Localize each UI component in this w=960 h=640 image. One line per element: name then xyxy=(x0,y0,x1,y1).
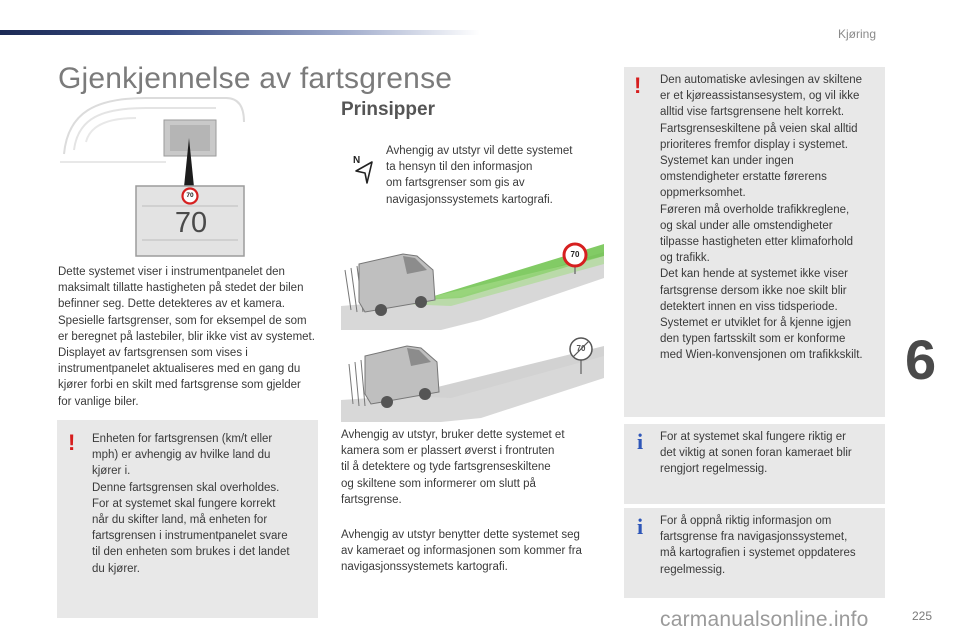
warning-auto-line: er et kjøreassistansesystem, og vil ikke xyxy=(660,90,860,103)
info-navigation-line: fartsgrense fra navigasjonssystemet, xyxy=(660,531,848,544)
info-navigation-text xyxy=(660,513,882,578)
info-navigation-line: regelmessig. xyxy=(660,563,726,576)
warning-auto-line: med Wien-konvensjonen om trafikkskilt. xyxy=(660,349,863,362)
page-title: Gjenkjennelse av fartsgrense xyxy=(58,62,453,95)
nav-note-line: navigasjonssystemets kartografi. xyxy=(386,193,553,206)
info-windscreen-line: rengjort regelmessig. xyxy=(660,463,768,476)
info-icon: i xyxy=(637,514,644,539)
warning-units-text xyxy=(92,431,314,577)
info-navigation-line: For å oppnå riktig informasjon om xyxy=(660,515,832,527)
intro-line: maksimalt tillatte hastigheten på stedet der bilen xyxy=(58,282,304,295)
warning-units-line: Enheten for fartsgrensen (km/t eller xyxy=(92,433,273,445)
nav-note-line: ta hensyn til den informasjon xyxy=(386,161,533,174)
warning-auto-line: omstendigheter erstatte førerens xyxy=(660,171,827,184)
warning-auto-line: Fartsgrenseskiltene på veien skal alltid xyxy=(660,122,858,135)
paragraph-line: Avhengig av utstyr, bruker dette systemet et xyxy=(341,429,565,441)
van-sign-illustration-bottom xyxy=(341,334,604,422)
warning-auto-line: Systemet er utviklet for å kjenne igjen xyxy=(660,317,852,330)
warning-units-line: kjører i. xyxy=(92,465,131,478)
warning-auto-line: Det kan hende at systemet ikke viser xyxy=(660,268,848,281)
warning-units-line: fartsgrensen i instrumentpanelet svare xyxy=(92,530,288,543)
principles-paragraph-2 xyxy=(341,527,603,576)
warning-auto-line: prioriteres fremfor display i systemet. xyxy=(660,138,848,151)
warning-auto-line: og skal under alle omstendigheter xyxy=(660,219,833,232)
warning-auto-line: tilpasse hastigheten etter klimaforhold xyxy=(660,236,854,249)
info-windscreen-line: For at systemet skal fungere riktig er xyxy=(660,431,846,443)
intro-line: befinner seg. Dette detekteres av et kamera. xyxy=(58,298,285,311)
sign-top-value: 70 xyxy=(570,250,580,259)
van-sign-illustration-top xyxy=(341,240,604,330)
intro-line: kjører forbi en skilt med fartsgrense som gjelder xyxy=(58,379,301,392)
paragraph-line: og skiltene som informerer om slutt på xyxy=(341,477,536,490)
warning-icon: ! xyxy=(634,73,642,98)
warning-units-line: For at systemet skal fungere korrekt xyxy=(92,497,276,510)
principles-heading: Prinsipper xyxy=(341,99,435,120)
intro-line: Dette systemet viser i instrumentpanelet den xyxy=(58,266,285,278)
paragraph-line: Avhengig av utstyr benytter dette systemet seg xyxy=(341,529,580,541)
warning-auto-line: detektert innen en viss tidsperiode. xyxy=(660,300,838,313)
paragraph-line: til å detektere og tyde fartsgrenseskiltene xyxy=(341,461,551,474)
warning-auto-line: fartsgrense dersom ikke noe skilt blir xyxy=(660,284,847,297)
warning-units-line: mph) er avhengig av hvilke land du xyxy=(92,449,271,462)
paragraph-line: navigasjonssystemets kartografi. xyxy=(341,561,508,574)
chapter-number: 6 xyxy=(905,328,937,391)
warning-auto-line: alltid vise fartsgrensene helt korrekt. xyxy=(660,106,845,119)
nav-note-line: Avhengig av utstyr vil dette systemet xyxy=(386,145,573,157)
paragraph-line: kamera som er plassert øverst i frontruten xyxy=(341,445,555,458)
warning-auto-text xyxy=(660,72,882,364)
dashboard-display-value: 70 xyxy=(174,207,208,239)
page-number: 225 xyxy=(912,609,933,623)
section-title: Kjøring xyxy=(838,27,877,41)
principles-paragraph-1 xyxy=(341,427,603,508)
info-windscreen-line: det viktig at sonen foran kameraet blir xyxy=(660,447,852,460)
warning-auto-line: og trafikk. xyxy=(660,252,710,265)
info-navigation-line: må kartografien i systemet oppdateres xyxy=(660,547,856,560)
nav-note-line: om fartsgrenser som gis av xyxy=(386,177,525,190)
paragraph-line: av kameraet og informasjonen som kommer fra xyxy=(341,545,582,558)
intro-line: Spesielle fartsgrenser, som for eksempel de som xyxy=(58,314,307,327)
header-bar xyxy=(0,30,480,35)
warning-auto-line: den typen fartsskilt som er konforme xyxy=(660,333,846,346)
paragraph-line: fartsgrense. xyxy=(341,493,402,506)
warning-auto-line: oppmerksomhet. xyxy=(660,187,746,200)
watermark: carmanualsonline.info xyxy=(660,608,869,631)
warning-units-line: du kjører. xyxy=(92,562,140,575)
warning-auto-line: Den automatiske avlesingen av skiltene xyxy=(660,74,863,86)
svg-text:N: N xyxy=(353,155,361,166)
info-icon: i xyxy=(637,429,644,454)
warning-auto-line: Føreren må overholde trafikkreglene, xyxy=(660,203,850,216)
intro-line: instrumentpanelet aktualiseres med en gang du xyxy=(58,363,301,376)
sign-bottom-value: 70 xyxy=(576,344,586,353)
warning-units-line: Denne fartsgrensen skal overholdes. xyxy=(92,481,280,494)
warning-units-line: til den enheten som brukes i det landet xyxy=(92,546,290,559)
dashboard-illustration xyxy=(56,92,248,260)
info-windscreen-text xyxy=(660,429,882,478)
navigation-arrow-icon xyxy=(352,152,378,186)
intro-text xyxy=(58,264,320,410)
nav-note xyxy=(386,143,606,208)
warning-icon: ! xyxy=(68,430,76,455)
intro-line: er beregnet på lastebiler, blir ikke vist av systemet. xyxy=(58,330,315,343)
warning-units-line: når du skifter land, må enheten for xyxy=(92,514,268,527)
warning-auto-line: Systemet kan under ingen xyxy=(660,155,794,168)
dashboard-sign-value: 70 xyxy=(186,192,194,199)
intro-line: Displayet av fartsgrensen som vises i xyxy=(58,347,248,360)
intro-line: for vanlige biler. xyxy=(58,395,139,408)
